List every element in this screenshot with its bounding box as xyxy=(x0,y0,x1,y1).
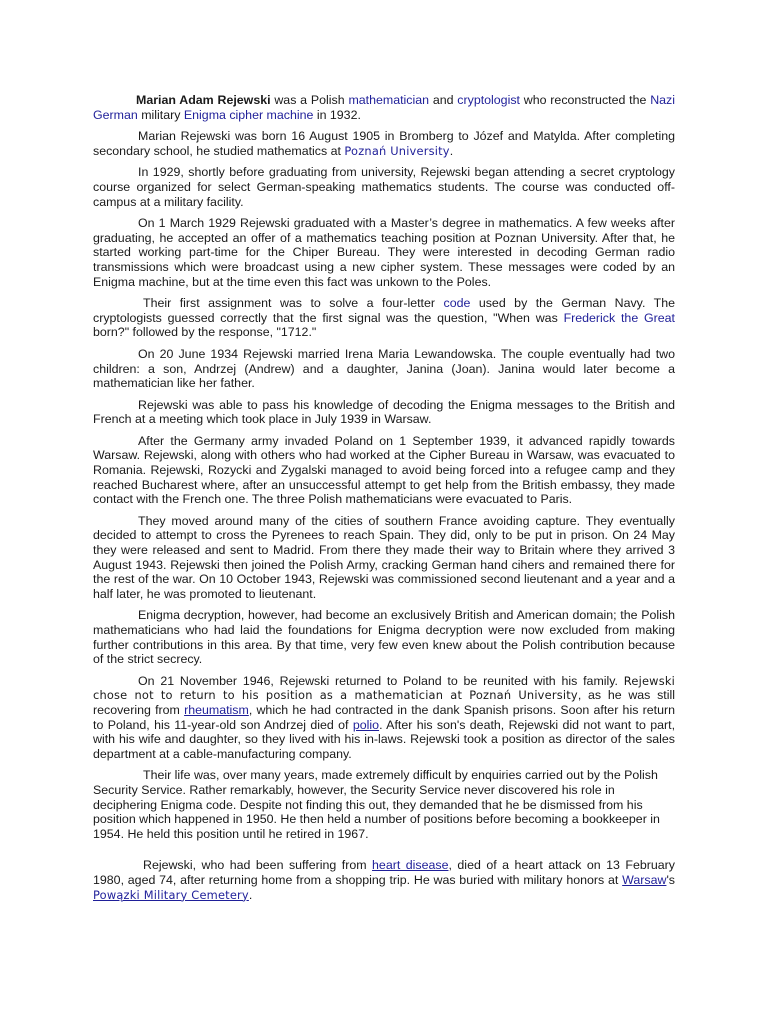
paragraph-france: They moved around many of the cities of southern France avoiding capture. They eventually decided to attempt to cross the Pyrenees to reach Spain. They did, only to be put in prison. On 24 May they were released and sent to Madrid. From there they made their way to Britain where they arrived 3 August 1943. Rejewski then joined the Polish Army, cracking German hand cihers and remained there for the rest of the war. On 10 October 1943, Rejewski was commissioned second lieutenant and a year and a half later, he was promoted to lieutenant. xyxy=(93,513,675,601)
link-frederick-the-great[interactable]: Frederick the Great xyxy=(563,310,675,325)
link-warsaw[interactable]: Warsaw xyxy=(622,872,667,887)
paragraph-knowledge-transfer: Rejewski was able to pass his knowledge of decoding the Enigma messages to the British and French at a meeting which took place in July 1939 in Warsaw. xyxy=(93,397,675,427)
link-nazi-german[interactable]: Nazi German xyxy=(93,93,675,122)
link-cryptologist[interactable]: cryptologist xyxy=(457,93,520,107)
link-rheumatism[interactable]: rheumatism xyxy=(184,702,249,717)
link-polio[interactable]: polio xyxy=(352,717,380,732)
paragraph-birth: Marian Rejewski was born 16 August 1905 in Bromberg to Józef and Matylda. After completing secondary school, he studied mathematics at Poznań University. xyxy=(93,129,675,158)
paragraph-marriage: On 20 June 1934 Rejewski married Irena Maria Lewandowska. The couple eventually had two children: a son, Andrzej (Andrew) and a daughter, Janina (Joan). Janina would later become a mathematician like her father. xyxy=(93,346,675,391)
document-page xyxy=(93,93,675,909)
link-enigma-cipher-machine[interactable]: Enigma cipher machine xyxy=(183,107,314,122)
paragraph-enigma-decryption: Enigma decryption, however, had become an exclusively British and American domain; the Polish mathematicians who had laid the foundations for Enigma decryption were now excluded from making further contributions in this area. By that time, very few even knew about the Polish contribution because of the strict secrecy. xyxy=(93,608,675,667)
paragraph-graduation: On 1 March 1929 Rejewski graduated with a Master’s degree in mathematics. A few weeks after graduating, he accepted an offer of a mathematics teaching position at Poznan University. After that, he started working part-time for the Chiper Bureau. They were interested in decoding German radio transmissions which were broadcast using a new cipher system. These messages were coded by an Enigma machine, but at the time even this fact was unkown to the Poles. xyxy=(93,216,675,289)
link-mathematician[interactable]: mathematician xyxy=(348,93,430,107)
paragraph-death: Rejewski, who had been suffering from heart disease, died of a heart attack on 13 February 1980, aged 74, after returning home from a shopping trip. He was buried with military honors at Warsaw's Powązki Military Cemetery. xyxy=(93,858,675,902)
subject-name: Marian Adam Rejewski xyxy=(136,93,271,107)
link-code[interactable]: code xyxy=(443,296,471,311)
link-poznan-university[interactable]: Poznań University xyxy=(344,143,450,158)
paragraph-security-service: Their life was, over many years, made extremely difficult by enquiries carried out by the Polish Security Service. Rather remarkably, however, the Security Service never discovered his role in deciphering Enigma code. Despite not finding this out, they demanded that he be dismissed from his position which happened in 1950. He then held a number of positions before becoming a bookkeeper in 1954. He held this position until he retired in 1967. xyxy=(93,768,660,841)
paragraph-first-assignment: Their first assignment was to solve a four-letter code used by the German Navy. The cryptologists guessed correctly that the first signal was the question, "When was Frederick the Great born?" followed by the response, "1712." xyxy=(93,296,675,340)
paragraph-intro: Marian Adam Rejewski was a Polish mathematician and cryptologist who reconstructed the Nazi German military Enigma cipher machine in 1932. xyxy=(93,93,675,122)
link-heart-disease[interactable]: heart disease xyxy=(372,858,449,873)
paragraph-cryptology-course: In 1929, shortly before graduating from university, Rejewski began attending a secret cryptology course organized for select German-speaking mathematics students. The course was conducted off-campus at a military facility. xyxy=(93,165,675,209)
paragraph-invasion: After the Germany army invaded Poland on 1 September 1939, it advanced rapidly towards Warsaw. Rejewski, along with others who had worked at the Cipher Bureau in Warsaw, was evacuated to Romania. Rejewski, Rozycki and Zygalski managed to avoid being forced into a refugee camp and they reached Bucharest where, after an unsuccessful attempt to get help from the British embassy, they made contact with the French one. The three Polish mathematicians were evacuated to Paris. xyxy=(93,433,675,507)
link-powazki-military-cemetery[interactable]: Powązki Military Cemetery xyxy=(93,887,249,902)
paragraph-return-to-poland: On 21 November 1946, Rejewski returned to Poland to be reunited with his family. Rejewski chose not to return to his position as a mathematician at Poznań University, as he was still recovering from rheumatism, which he had contracted in the dank Spanish prisons. Soon after his return to Poland, his 11-year-old son Andrzej died of polio. After his son's death, Rejewski did not want to part, with his wife and daughter, so they lived with his in-laws. Rejewski took a position as director of the sales department at a cable-manufacturing company. xyxy=(93,673,676,761)
